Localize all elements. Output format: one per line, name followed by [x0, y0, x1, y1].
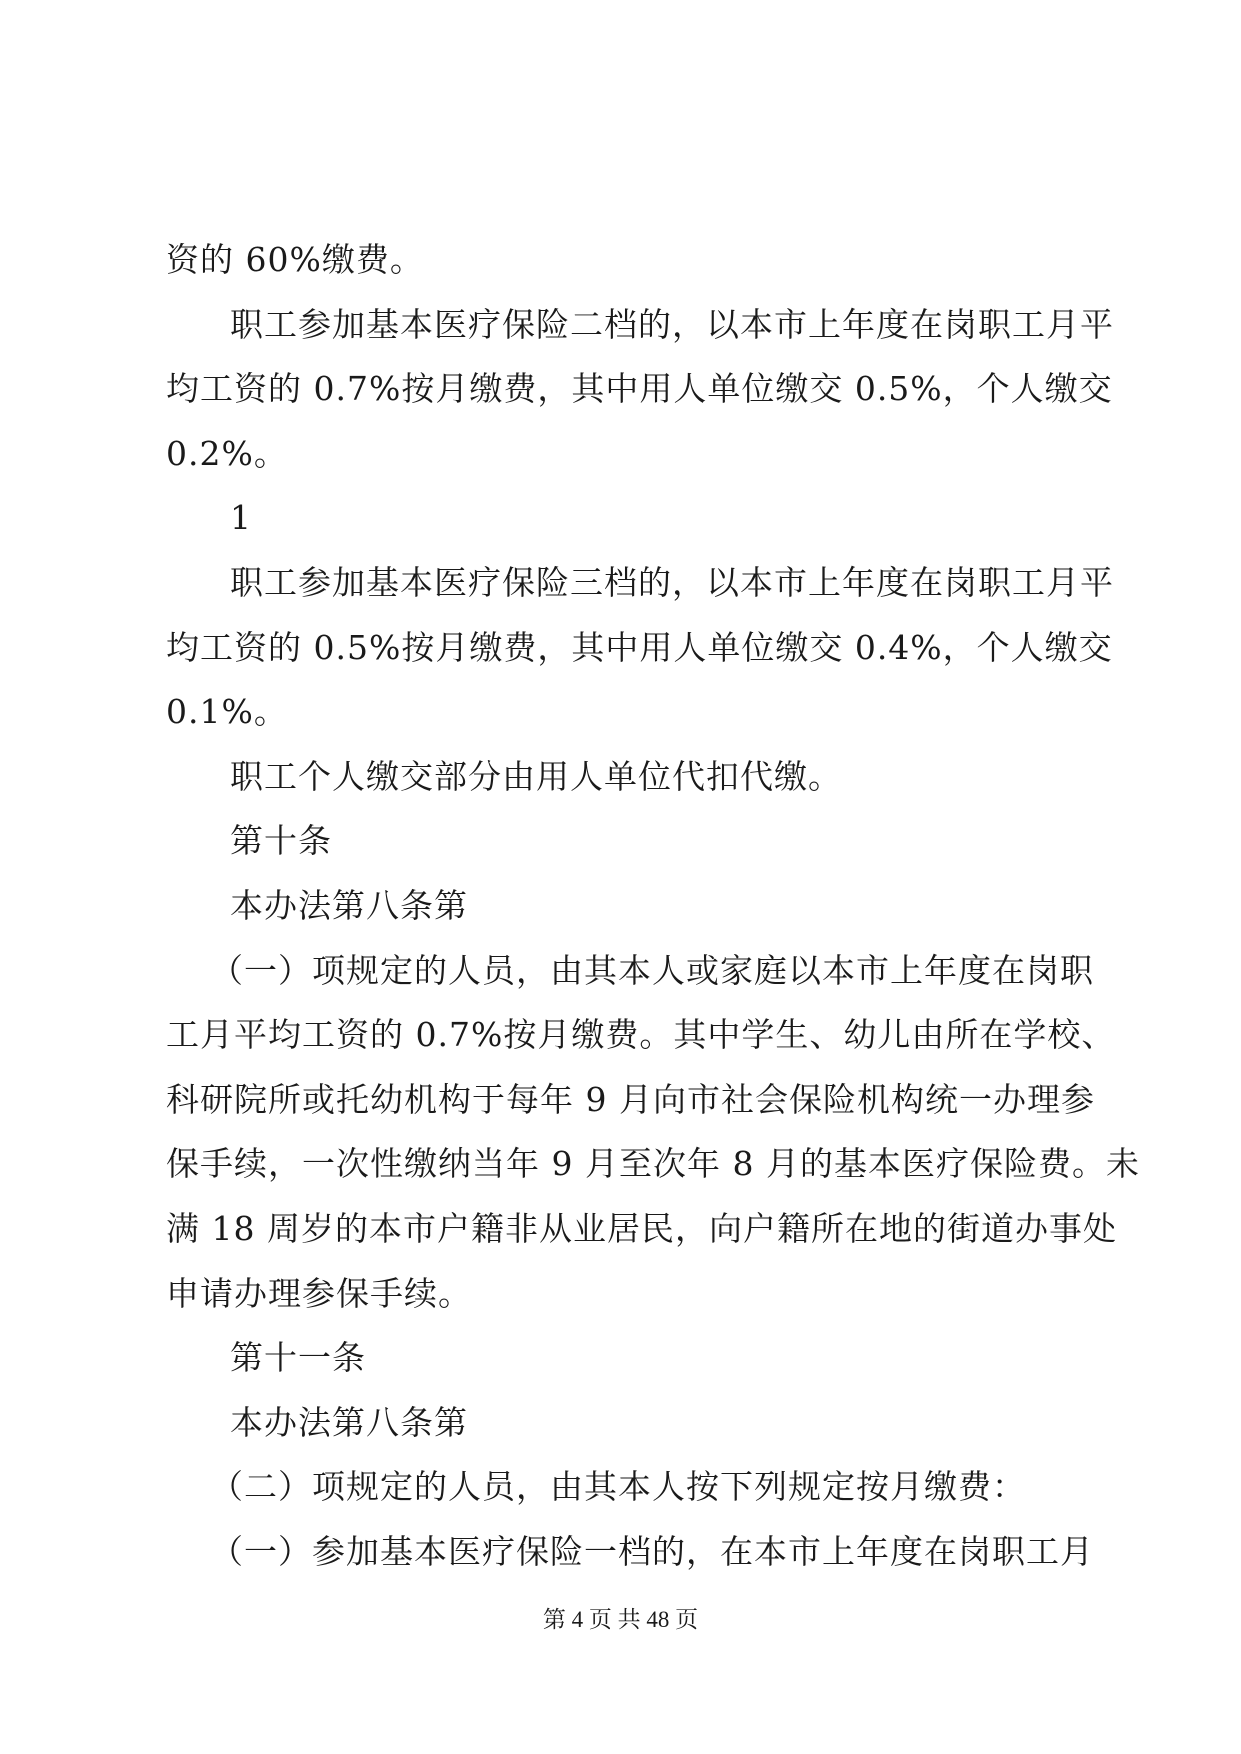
text-line: 0.1%。	[166, 692, 288, 732]
text-line: （一）项规定的人员，由其本人或家庭以本市上年度在岗职	[210, 950, 1094, 990]
text-line: 职工参加基本医疗保险二档的，以本市上年度在岗职工月平	[230, 304, 1114, 344]
text-line: 工月平均工资的 0.7%按月缴费。其中学生、幼儿由所在学校、	[166, 1015, 1116, 1055]
text-line: 满 18 周岁的本市户籍非从业居民，向户籍所在地的街道办事处	[166, 1208, 1117, 1248]
text-line: 职工个人缴交部分由用人单位代扣代缴。	[230, 756, 842, 796]
text-line: 保手续，一次性缴纳当年 9 月至次年 8 月的基本医疗保险费。未	[166, 1144, 1140, 1184]
text-line: 申请办理参保手续。	[166, 1273, 472, 1313]
text-line: 职工参加基本医疗保险三档的，以本市上年度在岗职工月平	[230, 562, 1114, 602]
text-line: 0.2%。	[166, 433, 288, 473]
text-line: 科研院所或托幼机构于每年 9 月向市社会保险机构统一办理参	[166, 1079, 1095, 1119]
text-line: 本办法第八条第	[230, 885, 468, 925]
text-line: （二）项规定的人员，由其本人按下列规定按月缴费：	[210, 1467, 1026, 1507]
article-heading: 第十条	[230, 821, 332, 861]
document-body	[166, 228, 1140, 1584]
page-number-footer: 第 4 页 共 48 页	[542, 1607, 699, 1632]
text-line: 1	[230, 498, 252, 538]
text-line: 均工资的 0.5%按月缴费，其中用人单位缴交 0.4%，个人缴交	[166, 627, 1113, 667]
text-line: （一）参加基本医疗保险一档的，在本市上年度在岗职工月	[210, 1531, 1094, 1571]
text-line: 均工资的 0.7%按月缴费，其中用人单位缴交 0.5%，个人缴交	[166, 369, 1113, 409]
text-line: 本办法第八条第	[230, 1402, 468, 1442]
text-line: 资的 60%缴费。	[166, 240, 424, 279]
article-heading: 第十一条	[230, 1338, 366, 1378]
